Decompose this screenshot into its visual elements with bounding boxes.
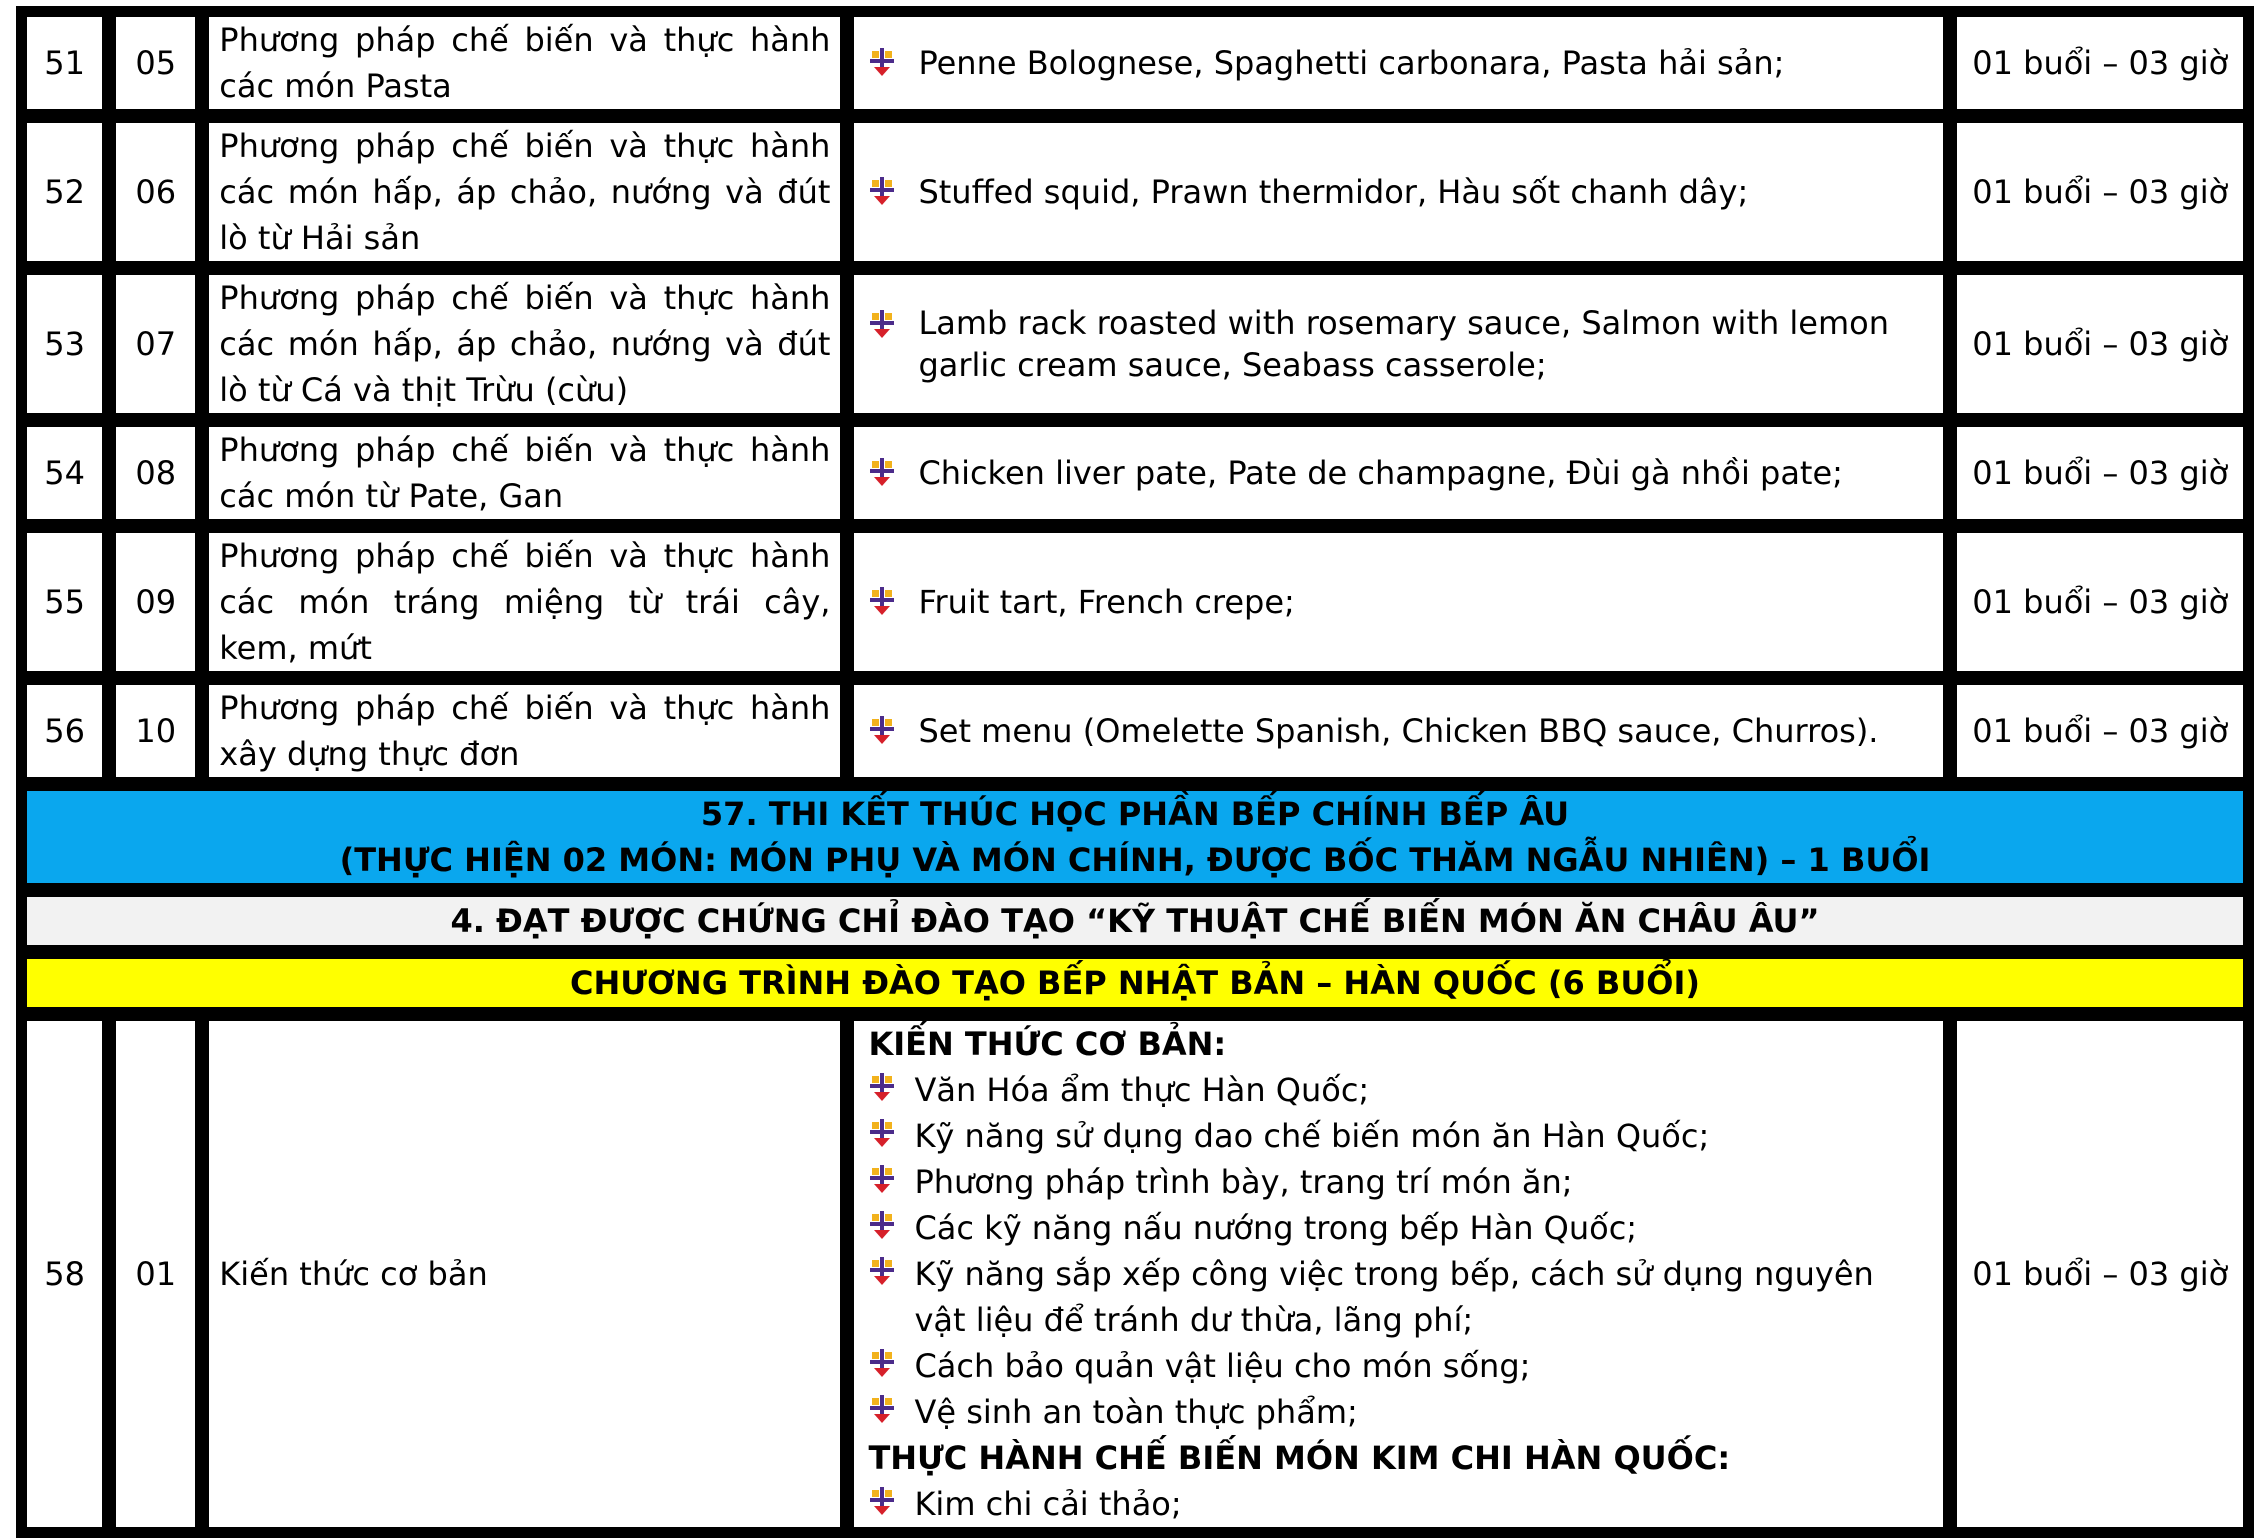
table-row [24,424,2246,522]
row-number: 58 [24,1018,105,1530]
topic-cell: Kiến thức cơ bản [206,1018,843,1530]
exam-banner-row [24,788,2246,886]
content-text: Stuffed squid, Prawn thermidor, Hàu sốt chanh dây; [918,173,1749,211]
bullet-arrow-icon [868,176,898,206]
table-row [24,530,2246,674]
list-item-text: Văn Hóa ẩm thực Hàn Quốc; [914,1071,1370,1109]
section-heading-kimchi-practice: THỰC HÀNH CHẾ BIẾN MÓN KIM CHI HÀN QUỐC: [868,1439,1731,1477]
certificate-banner: 4. ĐẠT ĐƯỢC CHỨNG CHỈ ĐÀO TẠO “KỸ THUẬT CHẾ BIẾN MÓN ĂN CHÂU ÂU” [24,894,2246,948]
list-item-text: Kỹ năng sắp xếp công việc trong bếp, cách sử dụng nguyên vật liệu để tránh dư thừa, lãng phí; [914,1255,1874,1339]
lesson-number: 07 [113,272,198,416]
list-item-text: Phương pháp trình bày, trang trí món ăn; [914,1163,1573,1201]
lesson-number: 01 [113,1018,198,1530]
curriculum-table [16,6,2254,1538]
bullet-arrow-icon [868,1210,898,1240]
topic-cell: Phương pháp chế biến và thực hành xây dựng thực đơn [206,682,843,780]
bullet-arrow-icon [868,1164,898,1194]
row-number: 55 [24,530,105,674]
topic-cell: Phương pháp chế biến và thực hành các món hấp, áp chảo, nướng và đút lò từ Hải sản [206,120,843,264]
content-text: Chicken liver pate, Pate de champagne, Đùi gà nhồi pate; [918,454,1843,492]
content-item [864,169,1933,215]
content-cell [851,1018,1946,1530]
table-row [24,1018,2246,1530]
bullet-arrow-icon [868,715,898,745]
table-row [24,14,2246,112]
list-item-text: Kỹ năng sử dụng dao chế biến món ăn Hàn Quốc; [914,1117,1710,1155]
content-item [864,579,1933,625]
row-number: 56 [24,682,105,780]
content-cell [851,682,1946,780]
bullet-arrow-icon [868,1256,898,1286]
content-text: Penne Bolognese, Spaghetti carbonara, Pasta hải sản; [918,44,1785,82]
row-number: 52 [24,120,105,264]
exam-banner [24,788,2246,886]
list-item [868,1481,1933,1527]
lesson-number: 08 [113,424,198,522]
bullet-arrow-icon [868,1348,898,1378]
duration-cell: 01 buổi – 03 giờ [1954,120,2246,264]
exam-banner-title: 57. THI KẾT THÚC HỌC PHẦN BẾP CHÍNH BẾP ÂU [700,795,1570,833]
duration-cell: 01 buổi – 03 giờ [1954,530,2246,674]
content-item [864,302,1933,386]
row-number: 54 [24,424,105,522]
content-cell [851,120,1946,264]
list-item [868,1389,1933,1435]
list-item-text: Cách bảo quản vật liệu cho món sống; [914,1347,1531,1385]
bullet-arrow-icon [868,309,898,339]
content-item [864,40,1933,86]
duration-cell: 01 buổi – 03 giờ [1954,682,2246,780]
content-cell [851,14,1946,112]
lesson-number: 10 [113,682,198,780]
content-item [864,708,1933,754]
list-item [868,1159,1933,1205]
duration-cell: 01 buổi – 03 giờ [1954,424,2246,522]
list-item [868,1251,1933,1343]
topic-cell: Phương pháp chế biến và thực hành các món tráng miệng từ trái cây, kem, mứt [206,530,843,674]
curriculum-table-body [24,14,2246,1530]
content-cell [851,530,1946,674]
duration-cell: 01 buổi – 03 giờ [1954,272,2246,416]
list-item-text: Vệ sinh an toàn thực phẩm; [914,1393,1358,1431]
row-number: 51 [24,14,105,112]
bullet-arrow-icon [868,586,898,616]
table-row [24,120,2246,264]
topic-cell: Phương pháp chế biến và thực hành các món Pasta [206,14,843,112]
duration-cell: 01 buổi – 03 giờ [1954,1018,2246,1530]
content-cell [851,424,1946,522]
list-item-text: Các kỹ năng nấu nướng trong bếp Hàn Quốc; [914,1209,1638,1247]
program-banner: CHƯƠNG TRÌNH ĐÀO TẠO BẾP NHẬT BẢN – HÀN QUỐC (6 BUỔI) [24,956,2246,1010]
basic-knowledge-list [868,1067,1933,1435]
bullet-arrow-icon [868,457,898,487]
bullet-arrow-icon [868,1394,898,1424]
list-item [868,1205,1933,1251]
bullet-arrow-icon [868,1486,898,1516]
certificate-banner-row [24,894,2246,948]
content-text: Lamb rack roasted with rosemary sauce, Salmon with lemon garlic cream sauce, Seabass casserole; [918,304,1889,384]
content-text: Set menu (Omelette Spanish, Chicken BBQ sauce, Churros). [918,712,1879,750]
topic-cell: Phương pháp chế biến và thực hành các món hấp, áp chảo, nướng và đút lò từ Cá và thịt Trừu (cừu) [206,272,843,416]
list-item [868,1067,1933,1113]
duration-cell: 01 buổi – 03 giờ [1954,14,2246,112]
bullet-arrow-icon [868,1072,898,1102]
list-item [868,1113,1933,1159]
table-row [24,682,2246,780]
list-item [868,1343,1933,1389]
section-heading-basic-knowledge: KIẾN THỨC CƠ BẢN: [868,1025,1227,1063]
lesson-number: 09 [113,530,198,674]
table-row [24,272,2246,416]
list-item-text: Kim chi cải thảo; [914,1485,1182,1523]
content-cell [851,272,1946,416]
lesson-number: 06 [113,120,198,264]
bullet-arrow-icon [868,47,898,77]
row-number: 53 [24,272,105,416]
bullet-arrow-icon [868,1118,898,1148]
lesson-number: 05 [113,14,198,112]
program-banner-row [24,956,2246,1010]
kimchi-practice-list [868,1481,1933,1527]
topic-cell: Phương pháp chế biến và thực hành các món từ Pate, Gan [206,424,843,522]
content-text: Fruit tart, French crepe; [918,583,1295,621]
content-item [864,450,1933,496]
exam-banner-subtitle: (THỰC HIỆN 02 MÓN: MÓN PHỤ VÀ MÓN CHÍNH, ĐƯỢC BỐC THĂM NGẪU NHIÊN) – 1 BUỔI [339,841,1931,879]
